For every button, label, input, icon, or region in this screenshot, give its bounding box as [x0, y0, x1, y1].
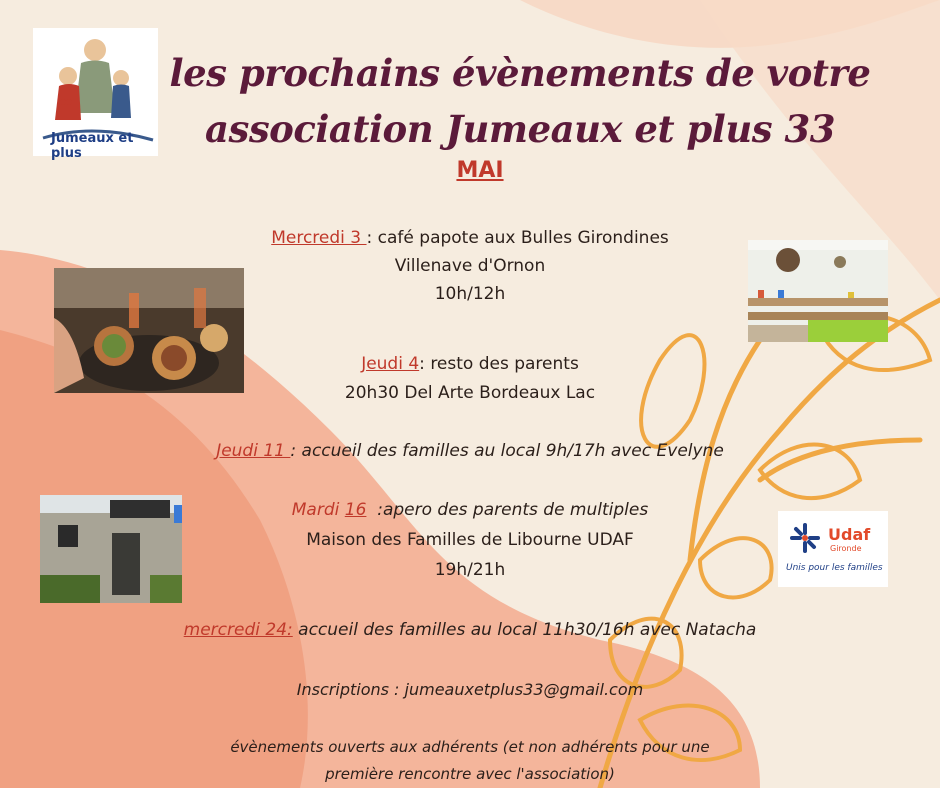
inscriptions-email: Inscriptions : jumeauxetplus33@gmail.com — [296, 680, 644, 699]
title-line-2: association Jumeaux et plus 33 — [205, 107, 835, 151]
month-heading: MAI — [456, 158, 504, 183]
event-1-location: Villenave d'Ornon — [394, 256, 546, 276]
event-2-date: Jeudi 4 — [361, 354, 420, 374]
event-3-sep: : — [290, 441, 302, 461]
logo-text: Jumeaux et plus — [51, 131, 134, 161]
association-logo — [33, 28, 158, 161]
event-1 — [0, 230, 940, 247]
event-5-text: accueil des familles au local 11h30/16h avec Natacha — [298, 620, 757, 640]
event-1-text: café papote aux Bulles Girondines — [377, 228, 669, 248]
event-4-time: 19h/21h — [434, 560, 506, 580]
udaf-brand: Udaf — [828, 525, 871, 544]
title-line-1: les prochains évènements de votre — [169, 51, 871, 95]
event-1-sep: : — [366, 228, 378, 248]
event-2-location: 20h30 Del Arte Bordeaux Lac — [344, 383, 596, 403]
event-2-text: resto des parents — [430, 354, 579, 374]
footer-note-line-1: évènements ouverts aux adhérents (et non adhérents pour une — [230, 738, 710, 756]
event-4-text: :apero des parents de multiples — [377, 500, 649, 520]
event-3-date: Jeudi 11 — [216, 441, 291, 461]
event-2 — [0, 356, 940, 373]
event-3-text: accueil des familles au local 9h/17h avec Evelyne — [301, 441, 724, 461]
event-4-date-prefix: Mardi — [291, 500, 345, 520]
event-3 — [0, 443, 940, 460]
event-4-date: 16 — [344, 500, 367, 520]
event-4 — [0, 502, 940, 519]
udaf-tagline: Unis pour les familles — [786, 563, 883, 573]
footer-note-line-2: première rencontre avec l'association) — [325, 765, 615, 783]
event-5-date: mercredi 24: — [183, 620, 293, 640]
event-4-sep — [366, 500, 377, 520]
event-5 — [0, 622, 940, 639]
event-1-date: Mercredi 3 — [271, 228, 367, 248]
udaf-region: Gironde — [830, 544, 862, 553]
event-1-time: 10h/12h — [434, 284, 506, 304]
event-4-location: Maison des Familles de Libourne UDAF — [306, 530, 634, 550]
event-2-sep: : — [419, 354, 431, 374]
